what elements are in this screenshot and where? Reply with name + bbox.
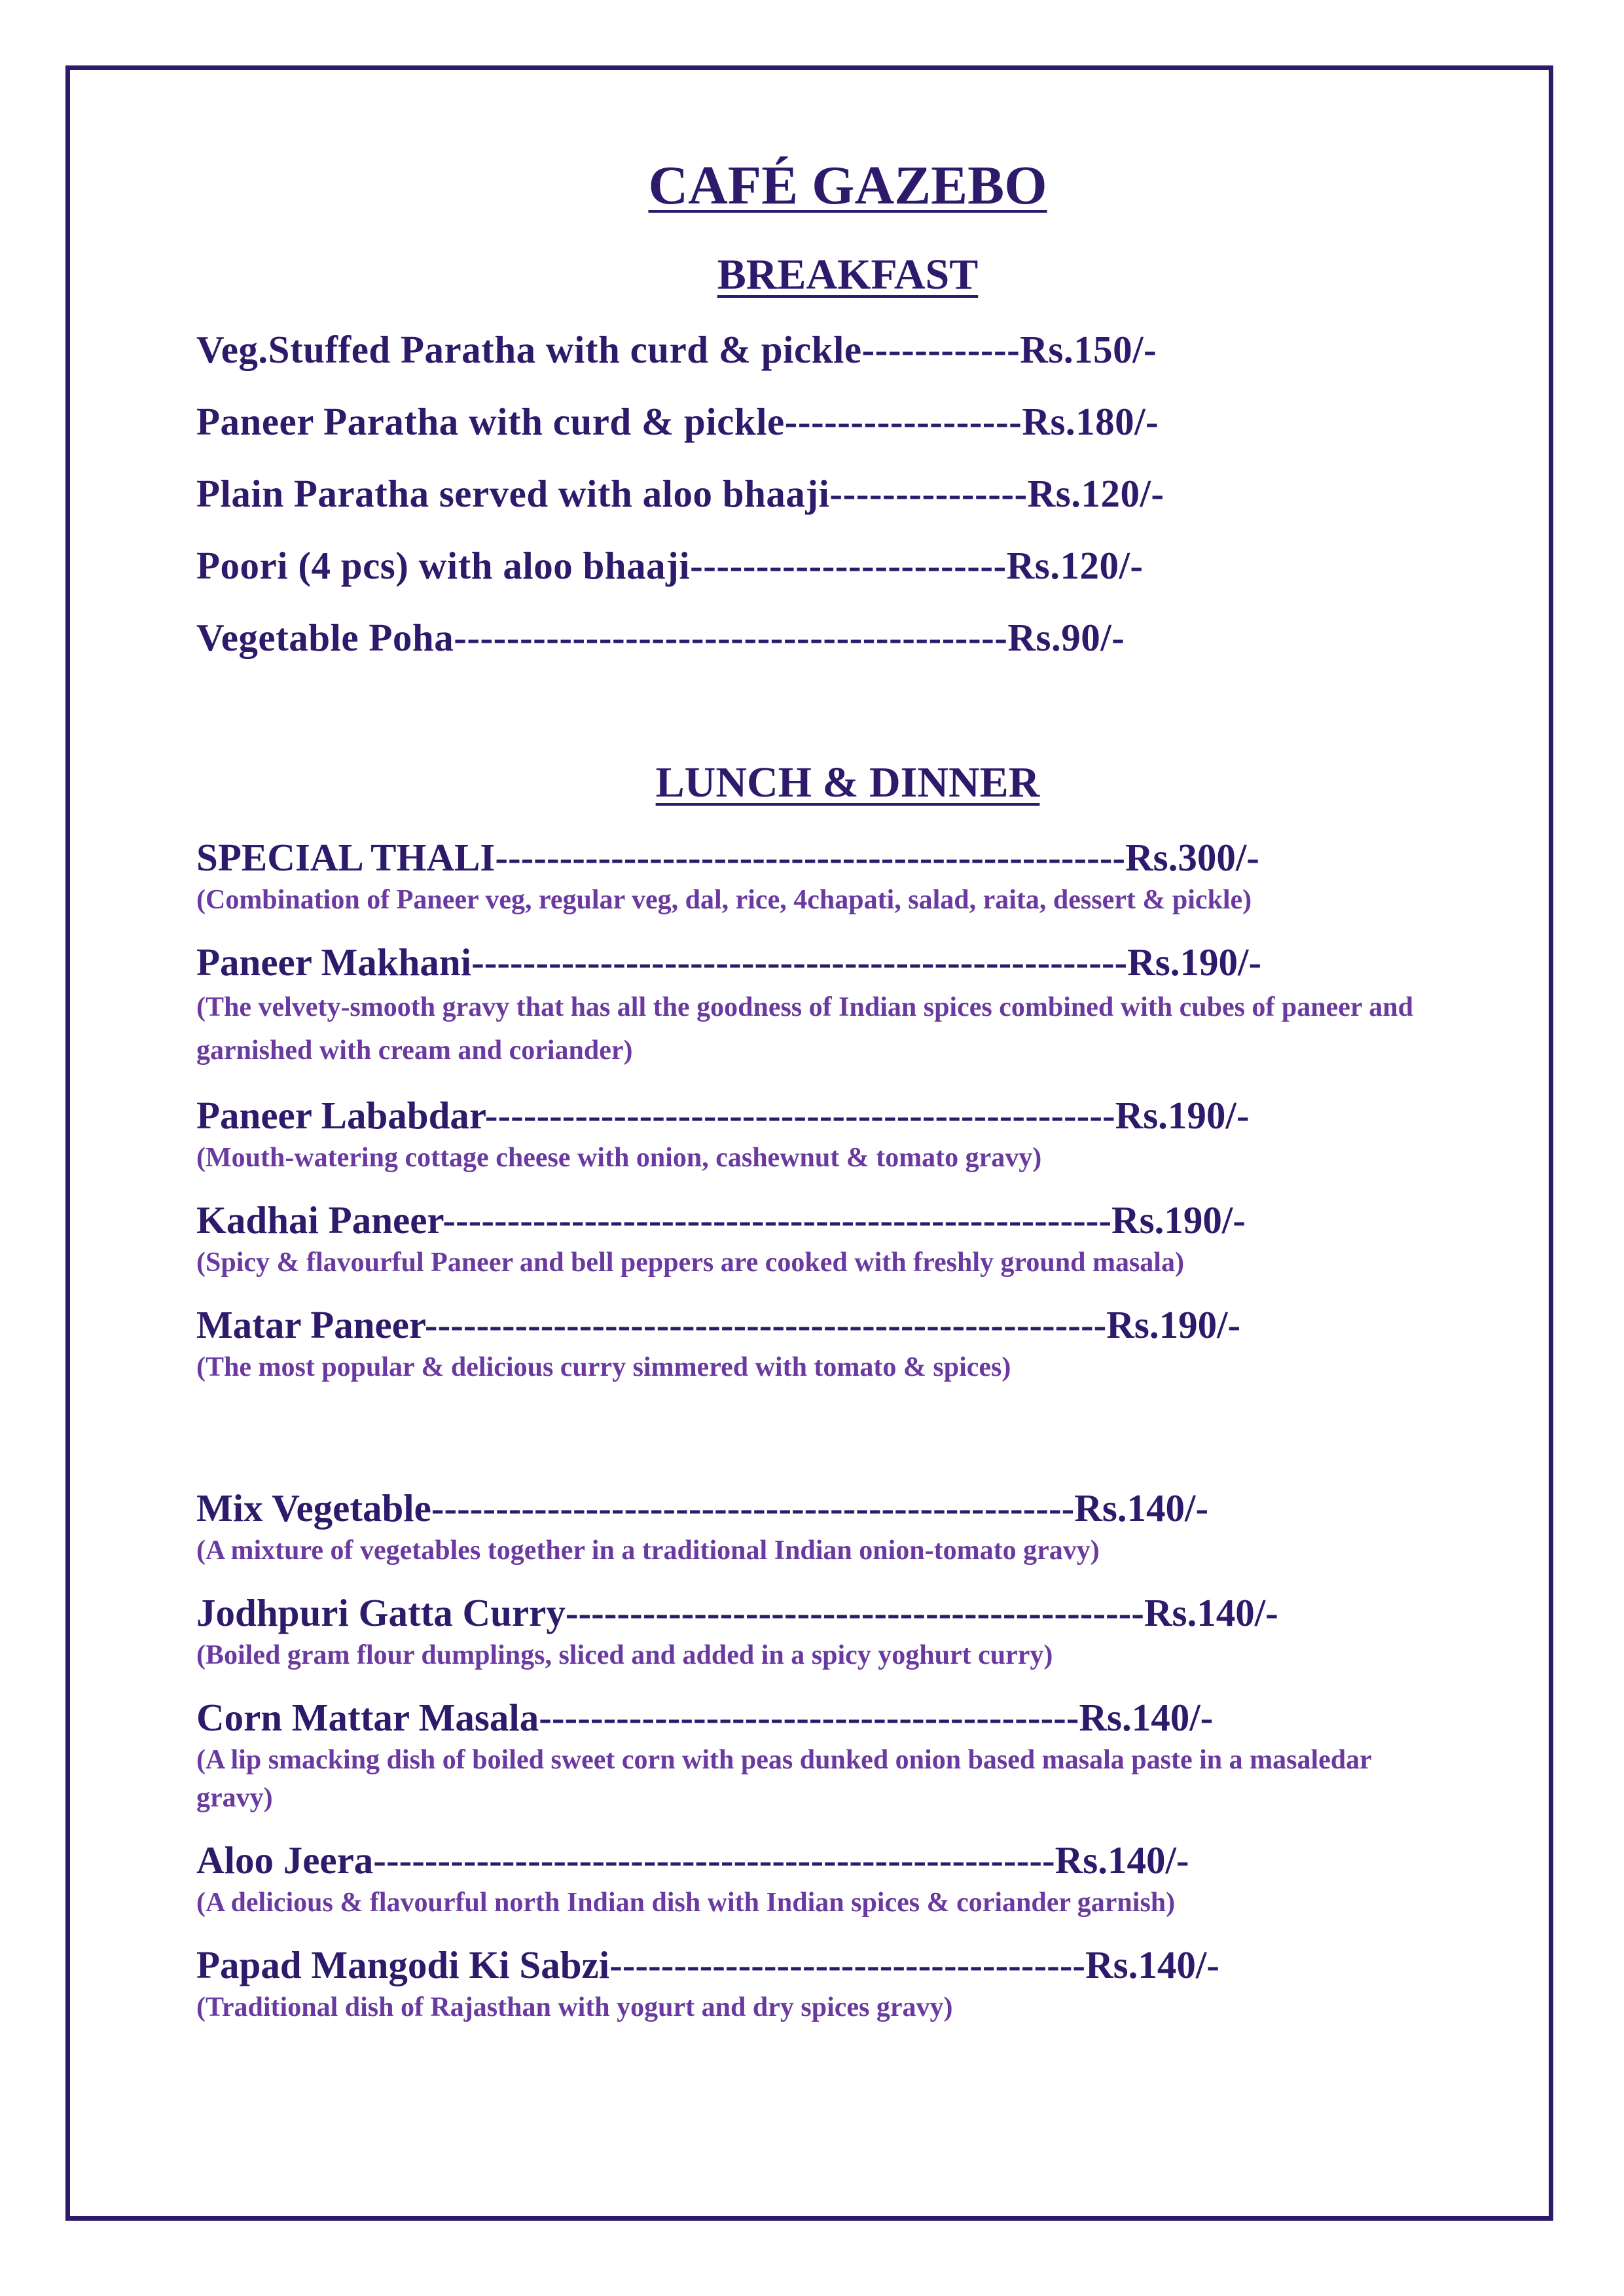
menu-item	[196, 939, 1473, 1072]
menu-item-description: (A mixture of vegetables together in a traditional Indian onion-tomato gravy)	[196, 1535, 1100, 1566]
menu-item-name-price: Paneer Makhani---------------------------------------------------Rs.190/-	[196, 941, 1261, 984]
lunch-dinner-heading: LUNCH & DINNER	[655, 759, 1040, 806]
menu-item-description: (Mouth-watering cottage cheese with onion, cashewnut & tomato gravy)	[196, 1143, 1042, 1173]
menu-item-description: (Boiled gram flour dumplings, sliced and added in a spicy yoghurt curry)	[196, 1640, 1053, 1670]
menu-item	[196, 1092, 1473, 1177]
menu-item	[196, 1484, 1473, 1570]
menu-item-description: (Combination of Paneer veg, regular veg, dal, rice, 4chapati, salad, raita, dessert & pickle)	[196, 885, 1252, 915]
menu-item-description: (Traditional dish of Rajasthan with yogurt and dry spices gravy)	[196, 1992, 953, 2022]
menu-item	[196, 834, 1473, 919]
menu-item-description: (The velvety-smooth gravy that has all the goodness of Indian spices combined with cubes of paneer and garnished with cream and coriander)	[196, 992, 1414, 1066]
menu-item-name-price: Kadhai Paneer----------------------------------------------------Rs.190/-	[196, 1198, 1246, 1242]
menu-item	[196, 1196, 1473, 1282]
breakfast-item: Poori (4 pcs) with aloo bhaaji------------------------Rs.120/-	[196, 544, 1144, 587]
menu-item	[196, 1837, 1473, 1922]
menu-item	[196, 1941, 1473, 2026]
breakfast-item: Vegetable Poha------------------------------------------Rs.90/-	[196, 616, 1125, 659]
menu-item-name-price: SPECIAL THALI-------------------------------------------------Rs.300/-	[196, 836, 1259, 879]
breakfast-item: Veg.Stuffed Paratha with curd & pickle------------Rs.150/-	[196, 328, 1157, 371]
menu-item-description: (Spicy & flavourful Paneer and bell peppers are cooked with freshly ground masala)	[196, 1247, 1184, 1278]
menu-item-description: (A lip smacking dish of boiled sweet corn with peas dunked onion based masala paste in a masaledar gravy)	[196, 1745, 1372, 1813]
menu-content	[196, 154, 1473, 2046]
menu-item-name-price: Papad Mangodi Ki Sabzi-------------------------------------Rs.140/-	[196, 1943, 1219, 1986]
menu-item-description: (A delicious & flavourful north Indian dish with Indian spices & coriander garnish)	[196, 1888, 1176, 1918]
menu-item	[196, 1694, 1473, 1817]
menu-item-name-price: Corn Mattar Masala------------------------------------------Rs.140/-	[196, 1696, 1214, 1739]
menu-item	[196, 1301, 1473, 1386]
menu-item	[196, 1589, 1473, 1674]
breakfast-heading: BREAKFAST	[717, 251, 979, 298]
menu-item-name-price: Aloo Jeera-----------------------------------------------------Rs.140/-	[196, 1839, 1189, 1882]
menu-item-name-price: Matar Paneer-----------------------------------------------------Rs.190/-	[196, 1303, 1241, 1346]
breakfast-item: Paneer Paratha with curd & pickle------------------Rs.180/-	[196, 400, 1159, 443]
menu-item-name-price: Paneer Lababdar-------------------------------------------------Rs.190/-	[196, 1094, 1250, 1137]
menu-item-name-price: Mix Vegetable--------------------------------------------------Rs.140/-	[196, 1486, 1209, 1530]
breakfast-item: Plain Paratha served with aloo bhaaji---------------Rs.120/-	[196, 472, 1164, 515]
cafe-title: CAFÉ GAZEBO	[648, 155, 1047, 216]
menu-item-name-price: Jodhpuri Gatta Curry---------------------------------------------Rs.140/-	[196, 1591, 1278, 1634]
menu-item-description: (The most popular & delicious curry simmered with tomato & spices)	[196, 1352, 1011, 1382]
